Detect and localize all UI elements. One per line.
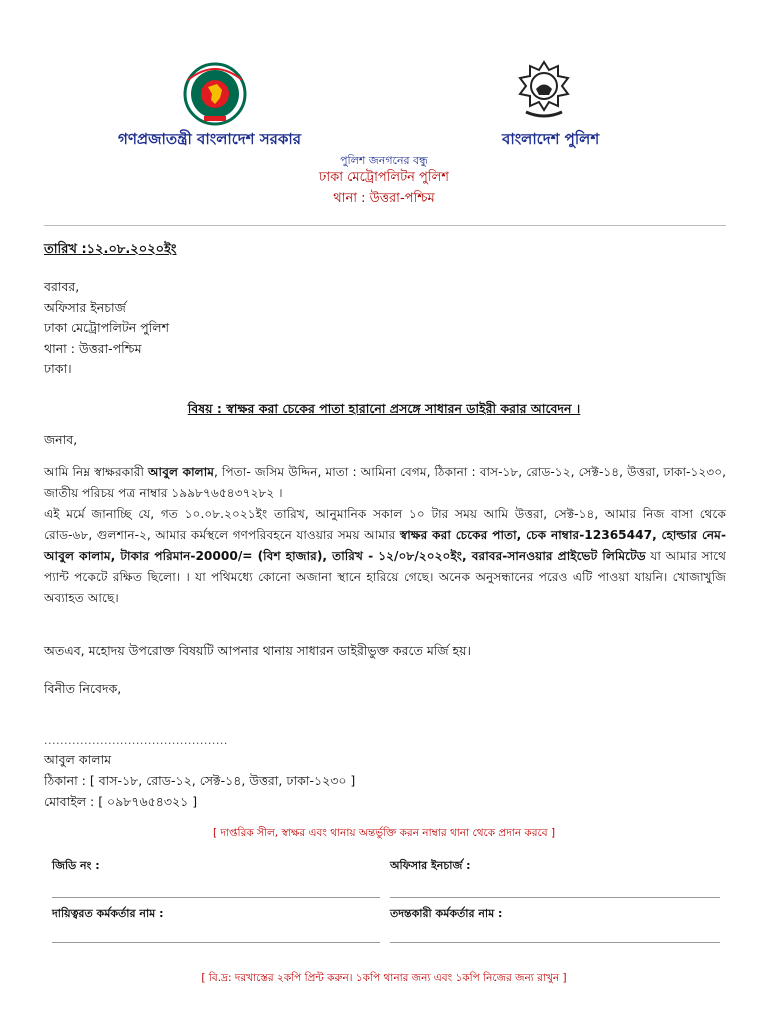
police-title: বাংলাদেশ পুলিশ xyxy=(502,130,600,148)
applicant-name: আবুল কালাম xyxy=(148,465,215,479)
govt-title: গণপ্রজাতন্ত্রী বাংলাদেশ সরকার xyxy=(118,130,301,148)
office-use-note: [ দাপ্তরিক সীল, স্বাক্ষর এবং থানায় অন্তর্ভুক্তি করন নাম্বার থানা থেকে প্রদান করবে ] xyxy=(212,827,556,839)
signer-mobile: মোবাইল : [ ০৯৮৭৬৫৪৩২১ ] xyxy=(44,794,198,809)
footer-note: [ বি.দ্র: দরখাস্তের ২কপি প্রিন্ট করুন। ১কপি থানার জন্য এবং ১কপি নিজের জন্য রাখুন ] xyxy=(201,972,567,984)
police-unit: ঢাকা মেট্রোপলিটন পুলিশ xyxy=(319,170,449,185)
recipient-address xyxy=(44,277,169,380)
signature-line: .............................................. xyxy=(44,734,228,747)
request-line: অতএব, মহোদয় উপরোক্ত বিষয়টি আপনার থানায় সাধারন ডাইরীভুক্ত করতে মর্জি হয়। xyxy=(44,643,471,658)
address-line: অফিসার ইনচার্জ xyxy=(44,299,126,315)
header-divider xyxy=(44,225,726,226)
bangladesh-police-emblem xyxy=(516,58,572,122)
salutation: জনাব, xyxy=(44,432,78,447)
bangladesh-govt-emblem xyxy=(182,62,248,126)
gd-no-label: জিডি নং : xyxy=(52,859,100,872)
signer-address: ঠিকানা : [ বাস-১৮, রোড-১২, সেক্ট-১৪, উত্তরা, ঢাকা-১২৩০ ] xyxy=(44,773,356,788)
police-motto: পুলিশ জনগনের বন্ধু xyxy=(340,154,428,167)
address-line: থানা : উত্তরা-পশ্চিম xyxy=(44,340,142,356)
oc-label: অফিসার ইনচার্জ : xyxy=(390,859,471,872)
letter-body xyxy=(44,462,726,609)
address-line: ঢাকা। xyxy=(44,361,72,376)
letter-date: তারিখ :১২.০৮.২০২০ইং xyxy=(44,242,177,257)
body-paragraph-1: আমি নিম্ন স্বাক্ষরকারী আবুল কালাম, পিতা- জসিম উদ্দিন, মাতা : আমিনা বেগম, ঠিকানা : বাস-১৮, রোড-১২, সেক্ট-১৪, উত্তরা, ঢাকা-১২৩০, জাতীয় পরিচয় পত্র নাম্বার ১৯৯৮৭৬৫৪৩৭২৮২ । xyxy=(44,465,726,500)
duty-officer-label: দায়িত্বরত কর্মকর্তার নাম : xyxy=(52,907,164,920)
address-line: বরাবর, xyxy=(44,279,80,294)
investigating-officer-line xyxy=(390,942,720,943)
duty-officer-line xyxy=(52,942,380,943)
body-paragraph-2: এই মর্মে জানাচ্ছি যে, গত ১০.০৮.২০২১ইং তারিখ, আনুমানিক সকাল ১০ টার সময় আমি উত্তরা, সেক্ট-১৪, আমার নিজ বাসা থেকে রোড-৬৮, গুলশান-২, আমার কর্মস্থলে গণপরিবহনে যাওয়ার সময় আমার স্বাক্ষর করা চেকের পাতা, চেক নাম্বার-12365447, হোল্ডার নেম- আবুল কালাম, টাকার পরিমান-20000/= (বিশ হাজার), তারিখ - ১২/০৮/২০২০ইং, বরাবর-সানওয়ার প্রাইভেট লিমিটেড যা আমার সাথে প্যান্ট পকেটে রক্ষিত ছিলো। । যা পথিমধ্যে কোনো অজানা স্থানে হারিয়ে গেছে। অনেক অনুসন্ধানের পরেও এটি পাওয়া যায়নি। খোজাখুজি অব্যাহত আছে। xyxy=(44,507,726,605)
signer-name: আবুল কালাম xyxy=(44,752,112,767)
letter-subject: বিষয় : স্বাক্ষর করা চেকের পাতা হারানো প্রসঙ্গে সাধারন ডাইরী করার আবেদন । xyxy=(187,401,581,416)
investigating-officer-label: তদন্তকারী কর্মকর্তার নাম : xyxy=(390,907,503,920)
closing-line: বিনীত নিবেদক, xyxy=(44,681,122,696)
thana-heading: থানা : উত্তরা-পশ্চিম xyxy=(333,191,435,206)
oc-line xyxy=(390,897,720,898)
gd-no-line xyxy=(52,897,380,898)
address-line: ঢাকা মেট্রোপলিটন পুলিশ xyxy=(44,320,169,335)
signature-block xyxy=(44,749,355,812)
cheque-details: স্বাক্ষর করা চেকের পাতা, চেক নাম্বার-12365447, হোল্ডার নেম- আবুল কালাম, টাকার পরিমান-20000/= (বিশ হাজার), তারিখ - ১২/০৮/২০২০ইং, বরাবর-সানওয়ার প্রাইভেট লিমিটেড xyxy=(44,528,726,563)
